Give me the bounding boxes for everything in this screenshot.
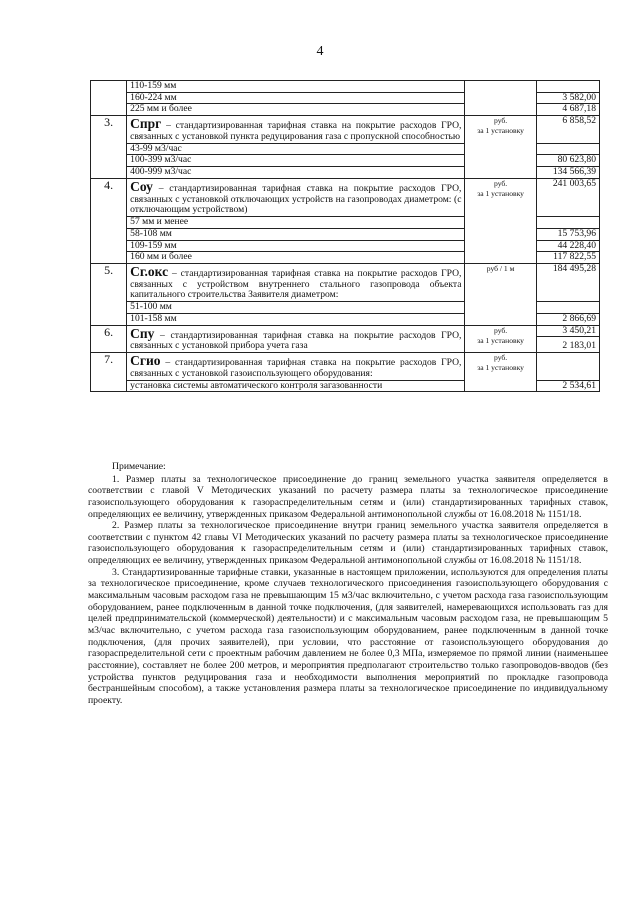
item-label: 110-159 мм xyxy=(127,81,465,93)
note-paragraph: 1. Размер платы за технологическое присоединение до границ земельного участка заявителя определяется в соответствии с главой V Методических указаний по расчету размера платы за технологическое присоединение газоиспользующего оборудования к газораспределительным сетям и (или) стандартизированных тарифных ставок, определяющих ее величину, утвержденных приказом Федеральной антимонопольной службы от 16.08.2018 № 1151/18. xyxy=(88,473,608,520)
item-label: установка системы автоматического контроля загазованности xyxy=(127,380,465,392)
unit-cell: руб / 1 м xyxy=(465,264,536,326)
item-value xyxy=(536,325,599,352)
item-label: 57 мм и менее xyxy=(127,217,465,229)
note-paragraph: 3. Стандартизированные тарифные ставки, указанные в настоящем приложении, используются для определения платы за технологическое присоединение, кроме случаев технологического присоединения газоиспользующего оборудования с максимальным часовым расходом газа не превышающим 15 м3/час включительно, с учетом расхода газа газоиспользующим оборудованием, ранее подключенным в данной точке подключения, (для заявителей, намеревающихся использовать газ для целей предпринимательской (коммерческой) деятельности) и с максимальным часовым расходом газа, не превышающим 5 м3/час включительно, с учетом расхода газа газоиспользующим оборудованием, ранее подключенным в данной точке подключения, (для прочих заявителей), при условии, что расстояние от газоиспользующего оборудования до газораспределительной сети с проектным рабочим давлением не более 0,3 МПа, измеряемое по прямой линии (наименьшее расстояние), составляет не более 200 метров, и мероприятия предполагают строительство только газопроводов-вводов (без устройства пунктов редуцирования газа и необходимости выполнения мероприятий по прокладке газопровода бестраншейным способом), а также установления размера платы за технологическое присоединение по индивидуальному проекту. xyxy=(88,566,608,706)
tariff-code: Соу xyxy=(130,178,153,194)
tariff-description xyxy=(127,325,465,352)
row-number: 7. xyxy=(91,353,127,392)
item-value xyxy=(536,143,599,155)
item-value xyxy=(536,81,599,93)
item-label: 58-108 мм xyxy=(127,228,465,240)
item-value xyxy=(536,302,599,314)
tariff-text: – стандартизированная тарифная ставка на покрытие расходов ГРО, связанных с установкой отключающих устройств на газопроводах диаметром: (с отключающим устройством) xyxy=(130,182,462,216)
table-row xyxy=(91,81,600,93)
table-row xyxy=(91,353,600,380)
row-number: 6. xyxy=(91,325,127,352)
item-value: 117 822,55 xyxy=(536,252,599,264)
item-label: 400-999 м3/час xyxy=(127,167,465,179)
item-value: 2 534,61 xyxy=(536,380,599,392)
notes-section xyxy=(88,461,608,706)
page-number: 4 xyxy=(316,44,324,59)
row-number: 3. xyxy=(91,116,127,179)
item-label: 43-99 м3/час xyxy=(127,143,465,155)
item-value: 80 623,80 xyxy=(536,155,599,167)
tariff-code: Сг.окс xyxy=(130,264,169,280)
item-label: 101-158 мм xyxy=(127,313,465,325)
tariff-text: – стандартизированная тарифная ставка на покрытие расходов ГРО, связанных с установкой прибора учета газа xyxy=(130,329,462,352)
tariff-description xyxy=(127,353,465,380)
row-number: 5. xyxy=(91,264,127,326)
item-value: 3 450,21 xyxy=(537,326,599,338)
item-value: 44 228,40 xyxy=(536,240,599,252)
item-value: 184 495,28 xyxy=(536,264,599,302)
item-value: 241 003,65 xyxy=(536,178,599,216)
tariff-text: – стандартизированная тарифная ставка на покрытие расходов ГРО, связанных с установкой газоиспользующего оборудования: xyxy=(130,357,462,379)
tariff-description xyxy=(127,116,465,143)
unit-cell: руб. за 1 установку xyxy=(465,325,536,352)
tariff-description xyxy=(127,178,465,216)
unit-cell xyxy=(465,81,536,116)
item-label: 109-159 мм xyxy=(127,240,465,252)
notes-label: Примечание: xyxy=(112,461,166,472)
unit-cell: руб. за 1 установку xyxy=(465,178,536,263)
unit-cell: руб. за 1 установку xyxy=(465,353,536,392)
item-value xyxy=(536,353,599,380)
item-value: 134 566,39 xyxy=(536,167,599,179)
tariff-code: Спу xyxy=(130,325,155,341)
item-label: 51-100 мм xyxy=(127,302,465,314)
item-value: 15 753,96 xyxy=(536,228,599,240)
unit-cell: руб. за 1 установку xyxy=(465,116,536,179)
item-value: 3 582,00 xyxy=(536,92,599,104)
table-row xyxy=(91,264,600,302)
tariff-description xyxy=(127,264,465,302)
item-value xyxy=(536,217,599,229)
item-label: 225 мм и более xyxy=(127,104,465,116)
item-label: 100-399 м3/час xyxy=(127,155,465,167)
row-number xyxy=(91,81,127,116)
table-row xyxy=(91,116,600,143)
tariff-table xyxy=(90,80,600,392)
item-value: 6 858,52 xyxy=(536,116,599,143)
tariff-text: – стандартизированная тарифная ставка на покрытие расходов ГРО, связанных с устройством внутреннего стального газопровода объекта капитального строительства Заявителя диаметром: xyxy=(130,268,462,301)
tariff-text: – стандартизированная тарифная ставка на покрытие расходов ГРО, связанных с установкой пункта редуцирования газа с пропускной способностью xyxy=(130,120,462,142)
item-value: 2 866,69 xyxy=(536,313,599,325)
item-label: 160 мм и более xyxy=(127,252,465,264)
table-row xyxy=(91,178,600,216)
tariff-code: Сгио xyxy=(130,353,161,369)
tariff-code: Спрг xyxy=(130,116,162,132)
row-number: 4. xyxy=(91,178,127,263)
table-row xyxy=(91,325,600,352)
item-value: 4 687,18 xyxy=(536,104,599,116)
note-paragraph: 2. Размер платы за технологическое присоединение внутри границ земельного участка заявителя определяется в соответствии с пунктом 42 главы VI Методических указаний по расчету размера платы за технологическое присоединение газоиспользующего оборудования к газораспределительным сетям и (или) стандартизированных тарифных ставок, определяющих ее величину, утвержденных приказом Федеральной антимонопольной службы от 16.08.2018 № 1151/18. xyxy=(88,520,608,567)
item-value: 2 183,01 xyxy=(562,340,596,352)
item-label: 160-224 мм xyxy=(127,92,465,104)
